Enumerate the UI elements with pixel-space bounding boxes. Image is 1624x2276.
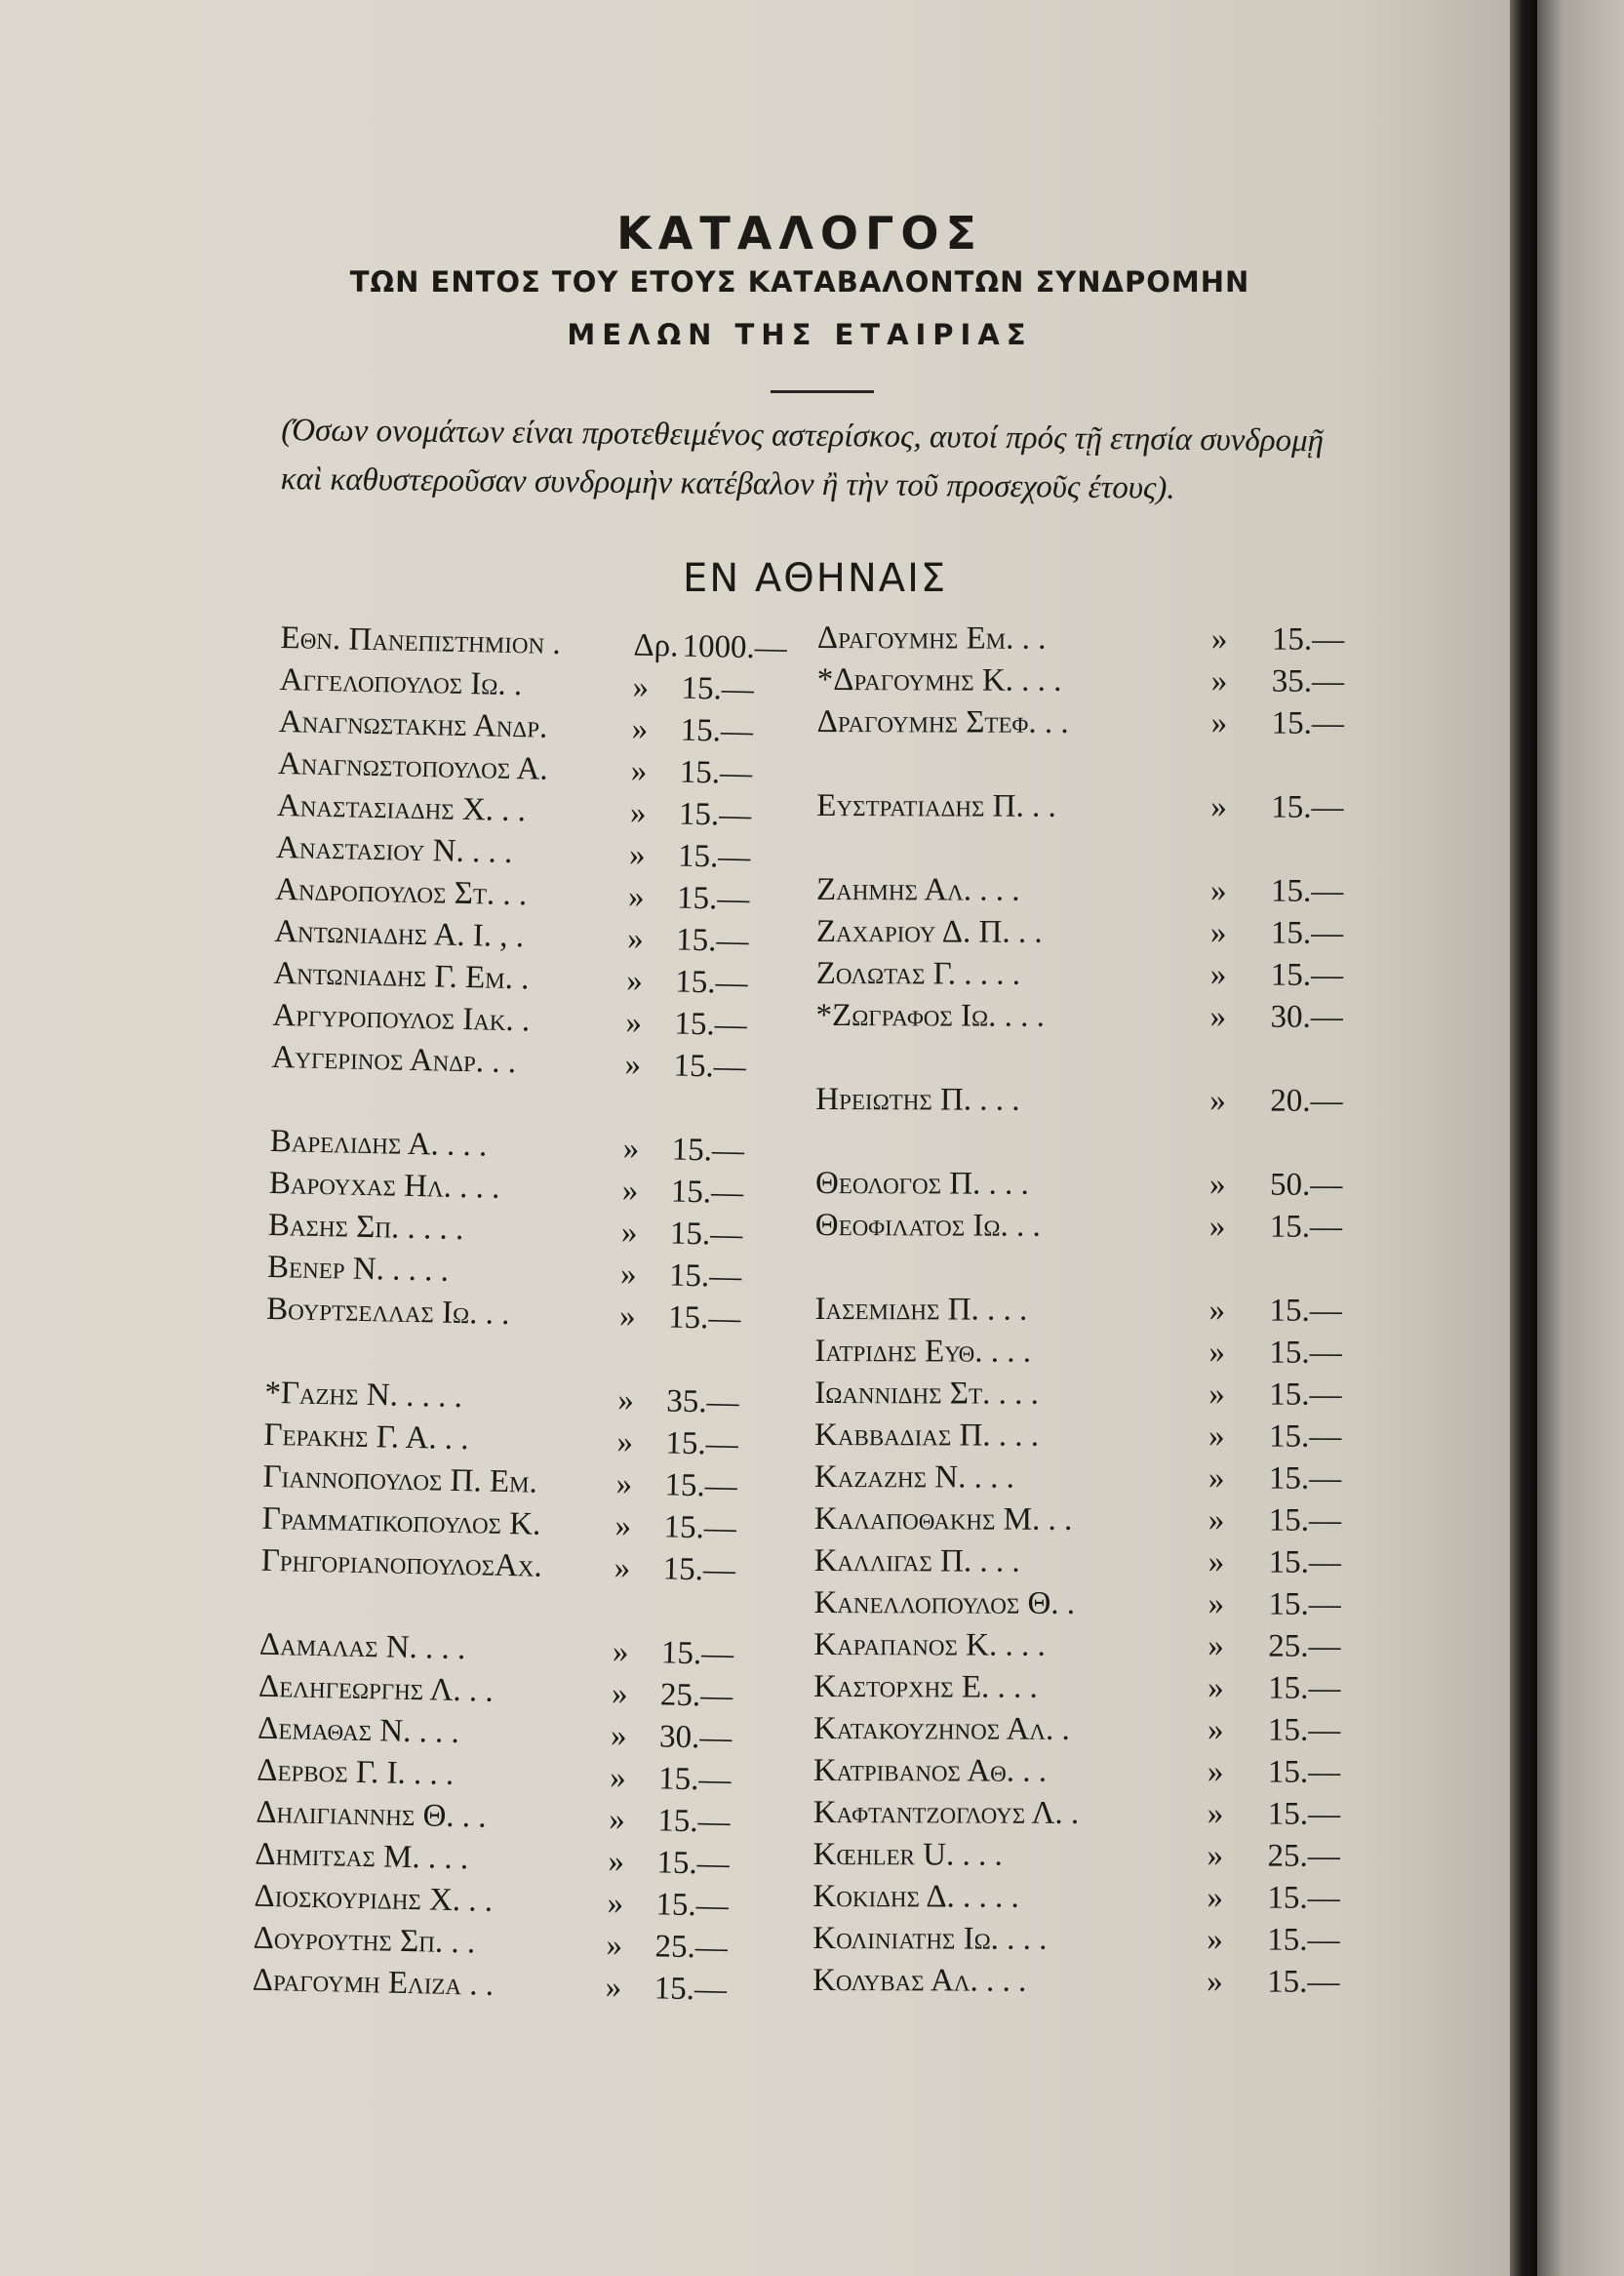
member-entry xyxy=(812,1710,1341,1755)
subscription-amount: 20.— xyxy=(1270,1083,1343,1119)
member-name: Κατακουζηνος Αλ. . xyxy=(812,1710,1070,1747)
member-entry xyxy=(812,1752,1341,1797)
subscription-amount: 15.— xyxy=(1267,1712,1341,1748)
subscription-amount: 15.— xyxy=(1270,873,1344,909)
subscription-amount: 15.— xyxy=(663,1509,737,1546)
currency-mark: » xyxy=(1209,915,1227,951)
currency-mark: » xyxy=(1207,1712,1224,1748)
currency-mark: Δρ. xyxy=(633,627,679,664)
member-name: Θεοφιλατος Ιω. . . xyxy=(814,1207,1041,1244)
member-name: Γιαννοπουλος Π. Εμ. xyxy=(262,1458,538,1500)
subscription-amount: 15.— xyxy=(1270,957,1344,993)
member-name: Ανδροπουλος Στ. . . xyxy=(274,871,528,913)
currency-mark: » xyxy=(612,1634,629,1670)
subscription-amount: 35.— xyxy=(665,1383,739,1421)
section-heading: ΕΝ ΑΘΗΝΑΙΣ xyxy=(683,556,948,601)
currency-mark: » xyxy=(630,753,648,789)
subscription-amount: 35.— xyxy=(1271,663,1345,699)
member-entry xyxy=(815,871,1344,916)
left-column-list xyxy=(252,620,788,2016)
subscription-amount: 15.— xyxy=(665,1425,739,1462)
currency-mark: » xyxy=(1208,1167,1226,1203)
currency-mark: » xyxy=(615,1466,633,1502)
member-name: Γερακης Γ. Α. . . xyxy=(263,1417,470,1457)
currency-mark: » xyxy=(622,1131,640,1167)
currency-mark: » xyxy=(1208,1670,1224,1706)
subscription-amount: 15.— xyxy=(681,670,755,708)
member-entry xyxy=(812,1878,1340,1923)
spacer-row xyxy=(815,1040,1332,1084)
subscription-amount: 15.— xyxy=(654,1971,728,2008)
member-name: Κολυβας Αλ. . . . xyxy=(812,1962,1027,1999)
member-entry xyxy=(813,1584,1341,1629)
member-entry xyxy=(815,1081,1343,1126)
currency-mark: » xyxy=(632,669,650,705)
member-name: Αυγερινος Ανδρ. . . xyxy=(271,1039,517,1081)
member-name: Εθν. Πανεπιστημιον . xyxy=(280,620,562,662)
asterisk-note: (Όσων ονομάτων είναι προτεθειμένος αστερίσκος, αυτοί πρός τῇ ετησία συνδρομῇ καὶ καθυστεροῦσαν συνδρομὴν κατέβαλον ἢ τὴν τοῦ προσεχοῦς έτους). xyxy=(280,413,1325,506)
subscription-amount: 15.— xyxy=(1268,1544,1341,1580)
subscription-amount: 15.— xyxy=(677,838,751,876)
member-name: Γραμματικοπουλος Κ. xyxy=(261,1500,541,1542)
subscription-amount: 15.— xyxy=(1269,1377,1342,1413)
subscription-amount: 25.— xyxy=(659,1677,733,1714)
currency-mark: » xyxy=(608,1844,625,1880)
currency-mark: » xyxy=(1207,1754,1224,1790)
member-name: *Δραγουμης Κ. . . . xyxy=(816,661,1062,699)
divider-rule xyxy=(771,390,874,393)
subscription-amount: 15.— xyxy=(656,1803,731,1840)
currency-mark: » xyxy=(610,1718,628,1754)
subscription-amount: 30.— xyxy=(658,1719,733,1756)
member-name: Αντωνιαδης Γ. Εμ. . xyxy=(273,955,530,997)
spacer-row xyxy=(816,746,1333,790)
member-name: Κανελλοπουλος Θ. . xyxy=(813,1584,1076,1621)
member-entry xyxy=(812,1920,1340,1965)
currency-mark: » xyxy=(616,1382,635,1418)
member-name: Ζολωτας Γ. . . . . xyxy=(815,955,1021,992)
member-entry xyxy=(814,1165,1343,1210)
subtitle-line-1: ΤΩΝ ΕΝΤΟΣ ΤΟΥ ΕΤΟΥΣ ΚΑΤΑΒΑΛΟΝΤΩΝ ΣΥΝΔΡΟΜΗΝ xyxy=(349,265,1250,299)
currency-mark: » xyxy=(1207,1838,1224,1874)
subscription-amount: 15.— xyxy=(1267,1796,1341,1832)
member-name: Δηλιγιαννης Θ. . . xyxy=(256,1794,488,1835)
subscription-amount: 15.— xyxy=(660,1635,734,1672)
member-name: Δεληγεωργης Λ. . . xyxy=(257,1668,495,1709)
subscription-amount: 15.— xyxy=(676,880,750,918)
member-name: Καζαζης Ν. . . . xyxy=(813,1458,1014,1496)
currency-mark: » xyxy=(1209,999,1227,1035)
member-name: Καββαδιας Π. . . . xyxy=(814,1417,1040,1454)
subscription-amount: 15.— xyxy=(1269,1293,1342,1329)
currency-mark: » xyxy=(627,879,646,915)
member-entry xyxy=(816,620,1345,664)
member-name: Βενερ Ν. . . . . xyxy=(266,1249,450,1289)
member-entry xyxy=(816,787,1344,832)
member-name: ΓρηγοριανοπουλοςΑχ. xyxy=(260,1542,543,1584)
subscription-amount: 15.— xyxy=(674,964,748,1002)
member-name: *Ζωγραφος Ιω. . . . xyxy=(815,997,1045,1034)
subscription-amount: 15.— xyxy=(667,1299,741,1338)
member-entry xyxy=(814,1417,1342,1461)
member-name: Κοκιδης Δ. . . . . xyxy=(812,1878,1019,1915)
adjacent-page-edge xyxy=(1537,0,1624,2276)
currency-mark: » xyxy=(621,1173,639,1209)
currency-mark: » xyxy=(1210,705,1228,741)
subscription-amount: 15.— xyxy=(1267,1754,1341,1790)
member-name: *Γαζης Ν. . . . . xyxy=(264,1375,463,1416)
member-name: Δαμαλας Ν. . . . xyxy=(258,1626,466,1667)
member-entry xyxy=(814,1291,1342,1336)
member-entry xyxy=(814,1375,1342,1419)
member-name: Καλλιγας Π. . . . xyxy=(813,1542,1020,1579)
book-spine xyxy=(1510,0,1537,2276)
member-name: Αναγνωστοπουλος Α. xyxy=(277,745,549,787)
spacer-row xyxy=(815,1250,1332,1294)
currency-mark: » xyxy=(1208,1293,1226,1329)
currency-mark: » xyxy=(1208,1335,1225,1371)
member-entry xyxy=(812,1836,1340,1881)
subscription-amount: 15.— xyxy=(662,1551,736,1588)
member-name: Ζαχαριου Δ. Π. . . xyxy=(815,913,1043,950)
member-entry xyxy=(813,1668,1341,1713)
currency-mark: » xyxy=(618,1298,637,1335)
currency-mark: » xyxy=(616,1424,634,1460)
member-name: Δραγουμης Εμ. . . xyxy=(816,620,1047,657)
subscription-amount: 15.— xyxy=(678,796,752,834)
member-name: Βαρελιδης Α. . . . xyxy=(269,1123,488,1164)
currency-mark: » xyxy=(626,921,645,957)
currency-mark: » xyxy=(1210,789,1227,825)
subscription-amount: 15.— xyxy=(1270,915,1344,951)
member-entry xyxy=(815,997,1343,1042)
member-entry xyxy=(813,1458,1342,1503)
subscription-amount: 25.— xyxy=(1267,1838,1340,1874)
subscription-amount: 50.— xyxy=(1269,1167,1343,1203)
currency-mark: » xyxy=(1208,1209,1226,1245)
subscription-amount: 15.— xyxy=(1271,621,1345,658)
member-name: Αναγνωστακης Ανδρ. xyxy=(278,703,548,745)
subscription-amount: 15.— xyxy=(1267,1964,1340,2000)
subtitle-line-2: ΜΕΛΩΝ ΤΗΣ ΕΤΑΙΡΙΑΣ xyxy=(567,318,1033,351)
subscription-amount: 15.— xyxy=(680,712,754,750)
member-entry xyxy=(815,955,1344,1000)
subscription-amount: 1000.— xyxy=(682,628,788,666)
subscription-amount: 15.— xyxy=(1271,705,1344,741)
subscription-amount: 15.— xyxy=(669,1216,743,1254)
member-entry xyxy=(813,1542,1341,1587)
member-name: Θεολογος Π. . . . xyxy=(814,1165,1029,1202)
member-name: Δεμαθας Ν. . . . xyxy=(257,1710,460,1751)
currency-mark: » xyxy=(629,795,647,831)
currency-mark: » xyxy=(609,1760,627,1796)
currency-mark: » xyxy=(1209,1083,1226,1119)
subscription-amount: 15.— xyxy=(674,1006,748,1044)
currency-mark: » xyxy=(1209,957,1227,993)
member-entry xyxy=(813,1500,1342,1545)
member-name: Αργυροπουλος Ιακ. . xyxy=(272,997,531,1039)
currency-mark: » xyxy=(631,711,649,747)
currency-mark: » xyxy=(606,1928,623,1964)
currency-mark: » xyxy=(607,1886,624,1922)
subscription-amount: 15.— xyxy=(1269,1209,1343,1245)
subscription-amount: 15.— xyxy=(1268,1460,1342,1497)
currency-mark: » xyxy=(1207,1796,1224,1832)
member-name: Βαρουχας Ηλ. . . . xyxy=(268,1165,500,1206)
member-name: Δημιτσας Μ. . . . xyxy=(255,1836,469,1877)
right-column-list xyxy=(812,620,1345,2007)
subscription-amount: 15.— xyxy=(664,1467,738,1504)
member-entry xyxy=(812,1962,1340,2007)
member-name: Kœhler U. . . . xyxy=(812,1836,1003,1873)
currency-mark: » xyxy=(614,1550,631,1586)
spacer-row xyxy=(815,1124,1332,1168)
member-name: Δερβος Γ. Ι. . . . xyxy=(256,1752,455,1792)
member-name: Δραγουμη Ελιζα . . xyxy=(252,1962,495,2003)
subscription-amount: 15.— xyxy=(656,1845,731,1882)
subscription-amount: 15.— xyxy=(675,922,749,960)
member-entry xyxy=(816,703,1344,748)
subscription-amount: 15.— xyxy=(1267,1880,1340,1916)
currency-mark: » xyxy=(1208,1544,1225,1580)
currency-mark: » xyxy=(1208,1586,1225,1622)
member-name: Αγγελοπουλος Ιω. . xyxy=(279,661,523,703)
member-name: Ιωαννιδης Στ. . . . xyxy=(814,1375,1039,1412)
currency-mark: » xyxy=(1208,1502,1225,1538)
spacer-row xyxy=(816,830,1333,874)
member-name: Κατριβανος Αθ. . . xyxy=(812,1752,1048,1789)
currency-mark: » xyxy=(1210,621,1228,658)
member-name: Δραγουμης Στεφ. . . xyxy=(816,703,1069,740)
member-name: Διοσκουριδης Χ. . . xyxy=(254,1878,494,1919)
currency-mark: » xyxy=(1210,663,1228,699)
currency-mark: » xyxy=(1208,1628,1224,1664)
currency-mark: » xyxy=(619,1257,637,1293)
member-name: Βουρτσελλας Ιω. . . xyxy=(265,1291,510,1333)
member-name: Κολινιατης Ιω. . . . xyxy=(812,1920,1048,1957)
currency-mark: » xyxy=(1208,1460,1225,1497)
currency-mark: » xyxy=(1208,1418,1225,1455)
subscription-amount: 15.— xyxy=(655,1887,730,1924)
currency-mark: » xyxy=(1209,873,1227,909)
subscription-amount: 15.— xyxy=(1269,1418,1342,1455)
member-name: Ευστρατιαδης Π. . . xyxy=(816,787,1056,824)
subscription-amount: 15.— xyxy=(1271,789,1344,825)
member-name: Ηρειωτης Π. . . . xyxy=(815,1081,1020,1118)
subscription-amount: 25.— xyxy=(654,1929,729,1966)
member-entry xyxy=(816,661,1345,706)
currency-mark: » xyxy=(625,1005,643,1041)
member-name: Αναστασιαδης Χ. . . xyxy=(276,787,527,829)
subscription-amount: 15.— xyxy=(668,1258,742,1296)
currency-mark: » xyxy=(625,963,644,999)
currency-mark: » xyxy=(1207,1964,1223,2000)
member-entry xyxy=(813,1626,1341,1671)
member-name: Καλαποθακης Μ. . . xyxy=(813,1500,1073,1537)
member-name: Καραπανος Κ. . . . xyxy=(813,1626,1046,1663)
subscription-amount: 15.— xyxy=(679,754,753,792)
member-name: Ιατριδης Ευθ. . . . xyxy=(814,1333,1032,1370)
subscription-amount: 25.— xyxy=(1268,1628,1341,1664)
member-entry xyxy=(815,913,1344,958)
subscription-amount: 15.— xyxy=(1268,1502,1342,1538)
member-name: Δουρουτης Σπ. . . xyxy=(253,1920,476,1961)
member-name: Καφταντζογλους Λ. . xyxy=(812,1794,1080,1831)
member-name: Ιασεμιδης Π. . . . xyxy=(814,1291,1028,1328)
currency-mark: » xyxy=(605,1970,622,2006)
subscription-amount: 15.— xyxy=(671,1132,745,1170)
currency-mark: » xyxy=(1208,1377,1225,1413)
member-name: Καστορχης Ε. . . . xyxy=(813,1668,1038,1705)
currency-mark: » xyxy=(608,1802,626,1838)
member-entry xyxy=(814,1207,1343,1252)
currency-mark: » xyxy=(611,1676,628,1712)
currency-mark: » xyxy=(1207,1880,1223,1916)
member-name: Βασης Σπ. . . . . xyxy=(267,1207,464,1248)
page-title: ΚΑΤΑΛΟΓΟΣ xyxy=(616,207,983,260)
currency-mark: » xyxy=(614,1508,632,1544)
currency-mark: » xyxy=(1207,1922,1223,1958)
member-name: Αντωνιαδης Α. Ι. , . xyxy=(273,913,525,955)
currency-mark: » xyxy=(620,1215,638,1251)
subscription-amount: 15.— xyxy=(657,1761,732,1798)
member-name: Ζαημης Αλ. . . . xyxy=(815,871,1020,908)
subscription-amount: 15.— xyxy=(1269,1335,1342,1371)
subscription-amount: 15.— xyxy=(673,1048,747,1086)
member-name: Αναστασιου Ν. . . . xyxy=(275,829,513,871)
subscription-amount: 15.— xyxy=(1268,1670,1341,1706)
subscription-amount: 15.— xyxy=(670,1174,744,1212)
member-entry xyxy=(812,1794,1341,1839)
currency-mark: » xyxy=(624,1047,642,1083)
member-entry xyxy=(814,1333,1342,1378)
currency-mark: » xyxy=(628,837,646,873)
subscription-amount: 30.— xyxy=(1270,999,1343,1035)
subscription-amount: 15.— xyxy=(1267,1922,1340,1958)
subscription-amount: 15.— xyxy=(1268,1586,1341,1622)
